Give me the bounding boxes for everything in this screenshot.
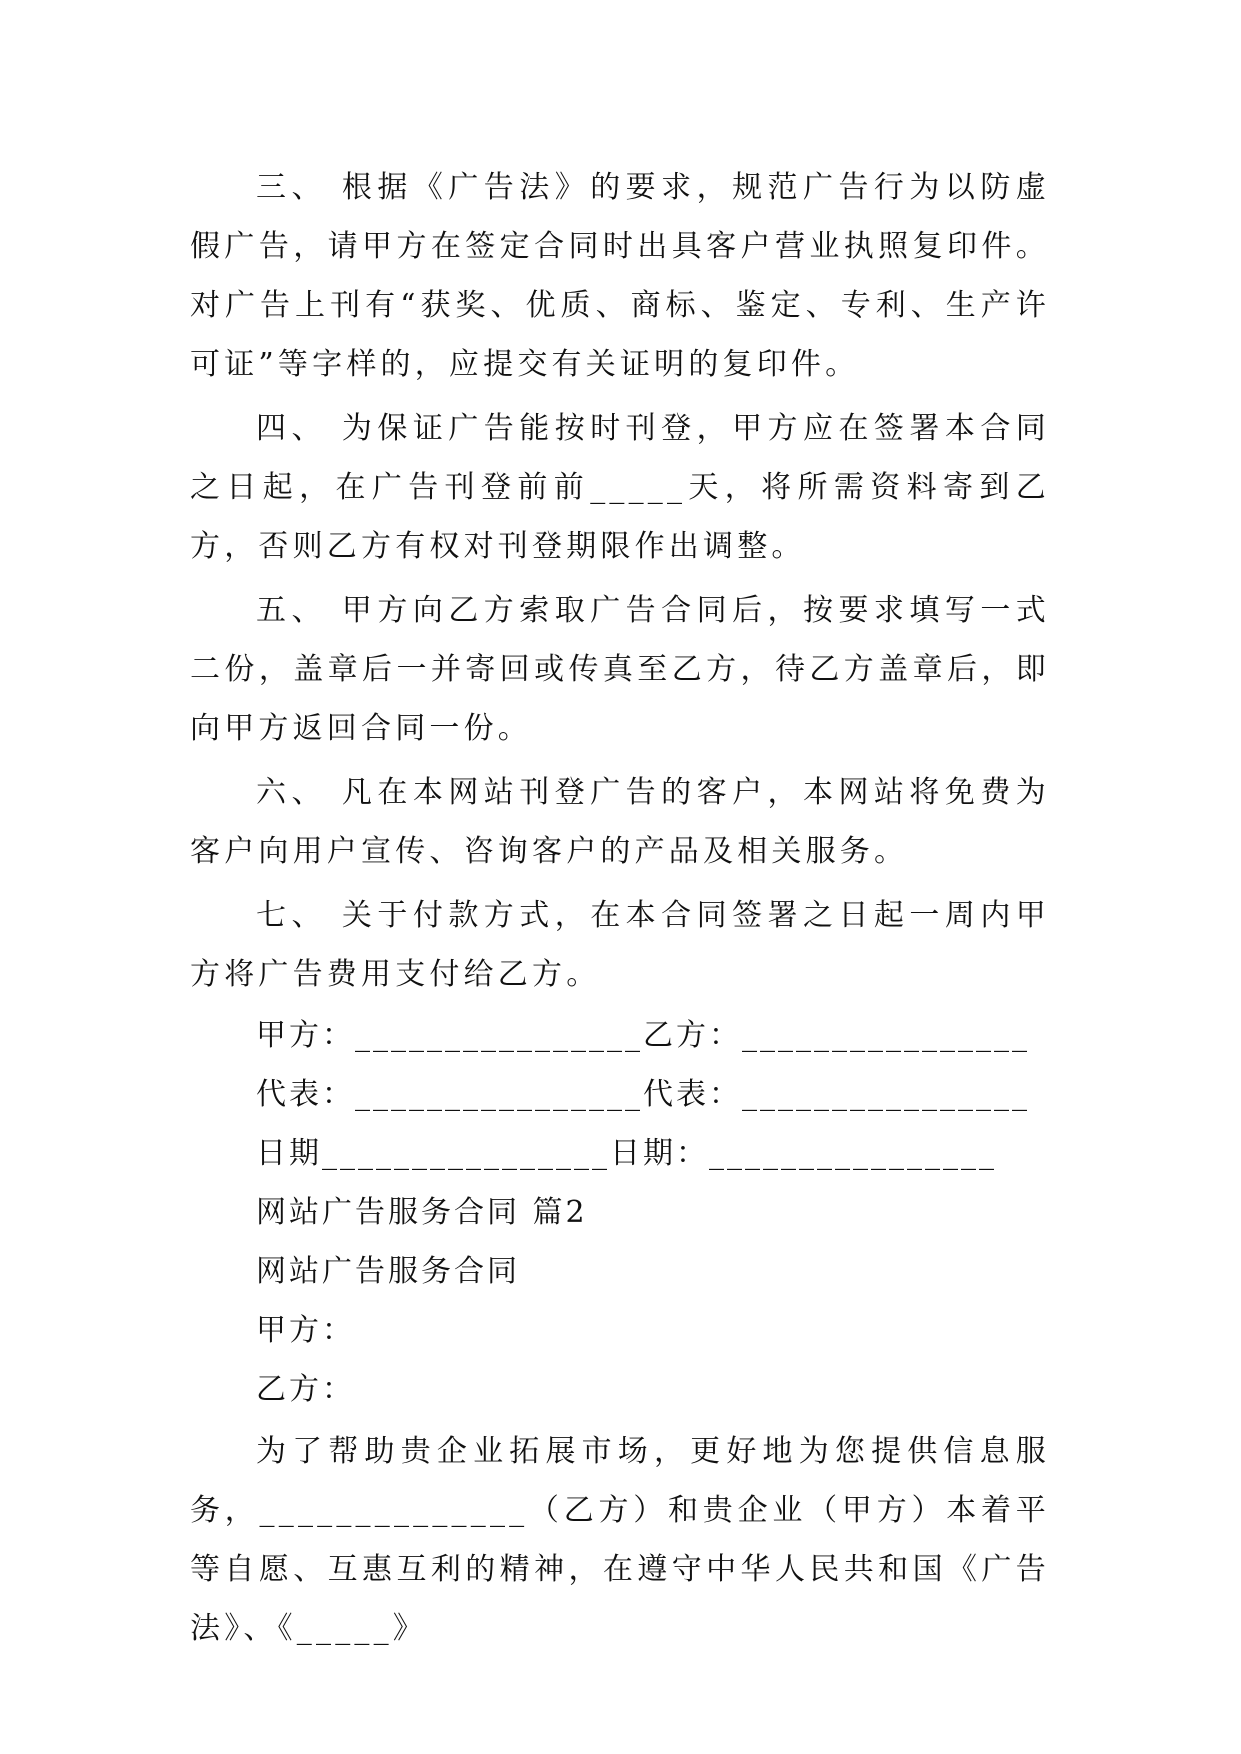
signature-date-line: 日期________________日期：________________ (256, 1136, 997, 1171)
party-b-label: 乙方： (256, 1372, 355, 1407)
signature-representative-line: 代表：________________代表：________________ (256, 1077, 1030, 1112)
contract-intro-paragraph: 为了帮助贵企业拓展市场，更好地为您提供信息服务，______________（乙方）和贵企业（甲方）本着平等自愿、互惠互利的精神，在遵守中华人民共和国《广告法》、《_____》 (190, 1434, 1050, 1646)
clause-6-paragraph: 六、 凡在本网站刊登广告的客户，本网站将免费为客户向用户宣传、咨询客户的产品及相关服务。 (190, 775, 1050, 869)
contract-title: 网站广告服务合同 (256, 1254, 520, 1289)
party-a-label: 甲方： (256, 1313, 355, 1348)
signature-party-line: 甲方：________________乙方：________________ (256, 1018, 1030, 1053)
clause-4-paragraph: 四、 为保证广告能按时刊登，甲方应在签署本合同之日起，在广告刊登前前_____天，将所需资料寄到乙方，否则乙方有权对刊登期限作出调整。 (190, 411, 1050, 564)
document-page (190, 158, 1050, 1658)
clause-7-paragraph: 七、 关于付款方式，在本合同签署之日起一周内甲方将广告费用支付给乙方。 (190, 898, 1050, 992)
clause-5-paragraph: 五、 甲方向乙方索取广告合同后，按要求填写一式二份，盖章后一并寄回或传真至乙方，待乙方盖章后，即向甲方返回合同一份。 (190, 593, 1050, 746)
clause-3-paragraph: 三、 根据《广告法》的要求，规范广告行为以防虚假广告，请甲方在签定合同时出具客户营业执照复印件。对广告上刊有“获奖、优质、商标、鉴定、专利、生产许可证”等字样的，应提交有关证明的复印件。 (190, 170, 1050, 382)
section-2-heading: 网站广告服务合同 篇2 (256, 1195, 588, 1230)
